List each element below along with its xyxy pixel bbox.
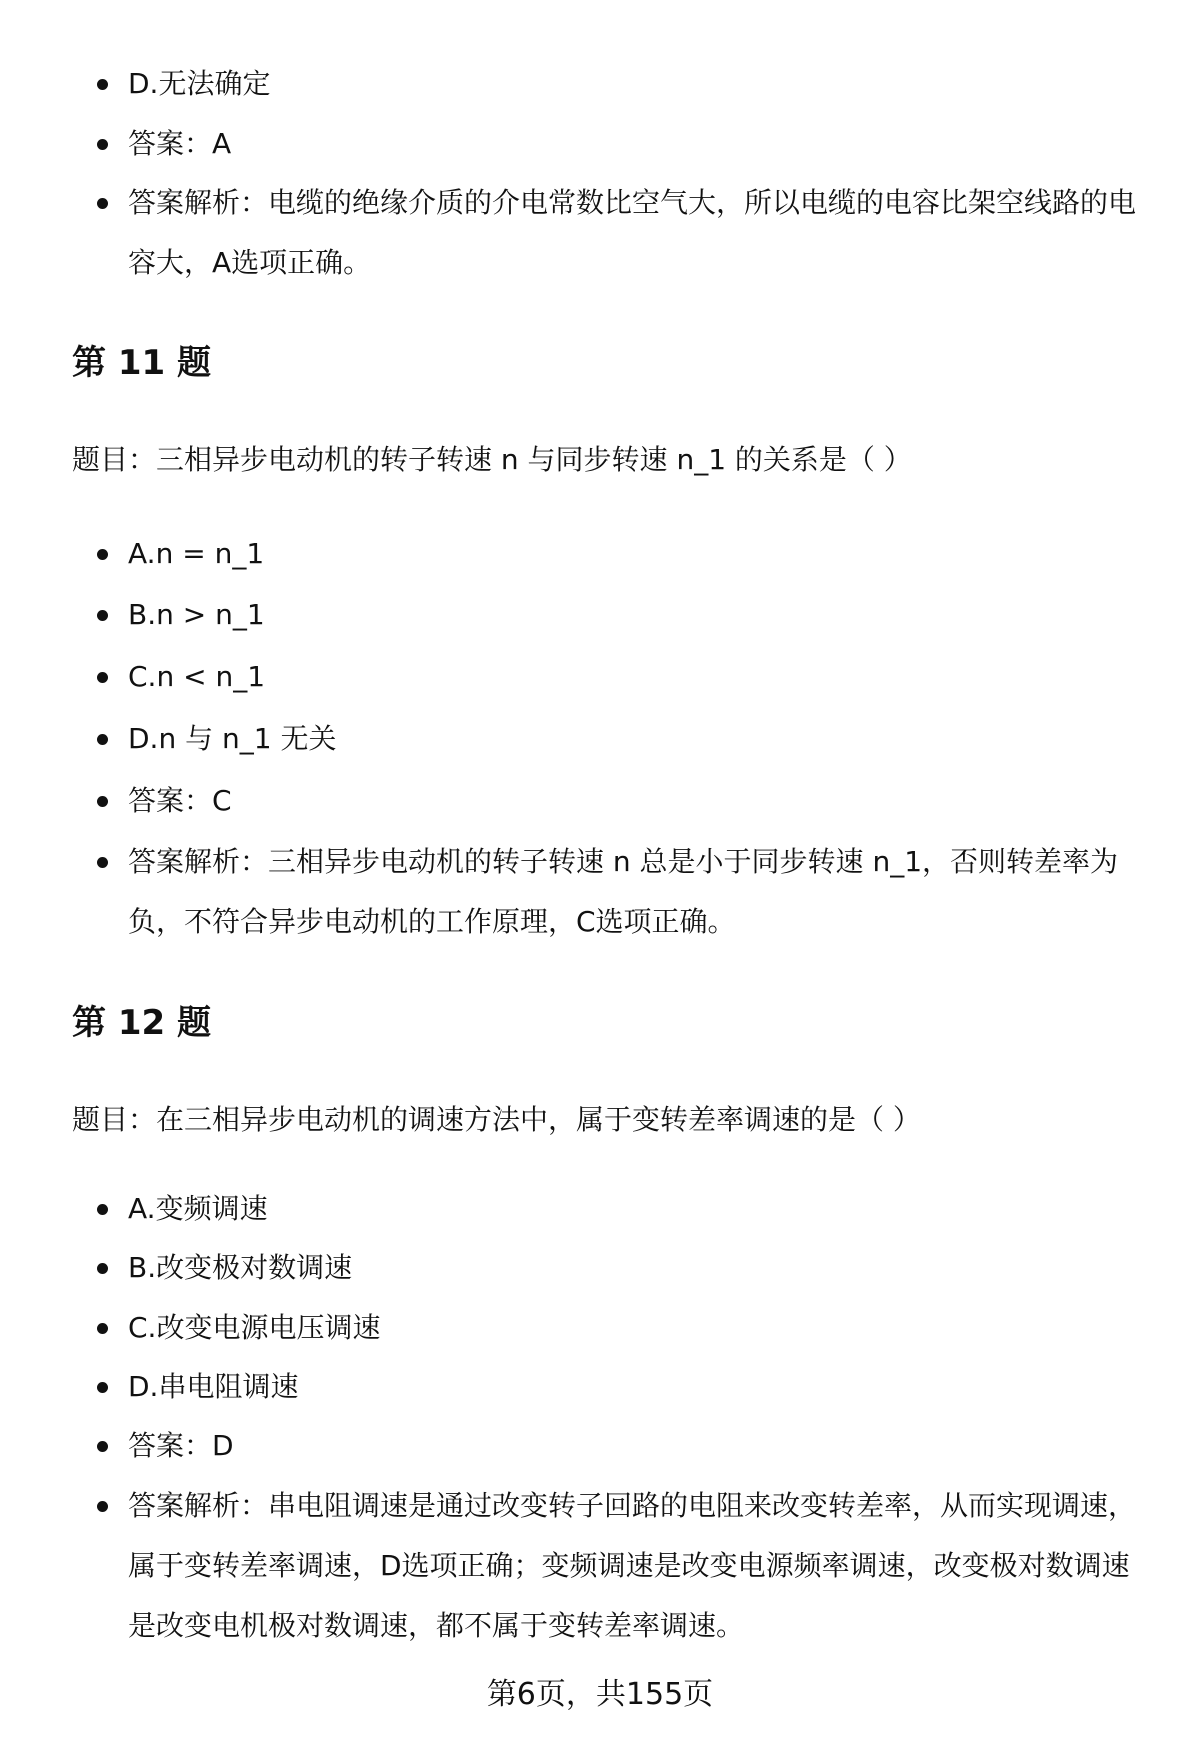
list-item bbox=[128, 1238, 1148, 1298]
list-item bbox=[128, 114, 1148, 174]
bullet-icon bbox=[97, 610, 108, 621]
bullet-icon bbox=[97, 139, 108, 150]
list-item bbox=[128, 771, 1148, 831]
option-d-text: D.无法确定 bbox=[128, 67, 271, 100]
answer-text: 答案：A bbox=[128, 127, 232, 160]
bullet-icon bbox=[97, 1263, 108, 1274]
answer-text: 答案：D bbox=[128, 1429, 234, 1462]
page-number: 第6页，共155页 bbox=[486, 1677, 714, 1712]
option-b-text: B.n > n_1 bbox=[128, 598, 265, 631]
option-b-text: B.改变极对数调速 bbox=[128, 1251, 353, 1284]
question-text: 题目：在三相异步电动机的调速方法中，属于变转差率调速的是（ ） bbox=[72, 1103, 921, 1136]
bullet-icon bbox=[97, 549, 108, 560]
explanation-text: 答案解析：电缆的绝缘介质的介电常数比空气大，所以电缆的电容比架空线路的电容大，A选项正确。 bbox=[128, 186, 1137, 279]
list-item bbox=[128, 524, 1148, 584]
list-item bbox=[128, 1416, 1148, 1476]
explanation-text: 答案解析：三相异步电动机的转子转速 n 总是小于同步转速 n_1，否则转差率为负，不符合异步电动机的工作原理，C选项正确。 bbox=[128, 845, 1119, 938]
list-item bbox=[128, 1298, 1148, 1358]
list-item bbox=[128, 647, 1148, 707]
option-d-text: D.n 与 n_1 无关 bbox=[128, 722, 337, 755]
list-item bbox=[128, 1179, 1148, 1239]
option-a-text: A.n = n_1 bbox=[128, 537, 265, 570]
option-d-text: D.串电阻调速 bbox=[128, 1370, 299, 1403]
bullet-icon bbox=[97, 1204, 108, 1215]
list-item bbox=[128, 1476, 1148, 1656]
bullet-icon bbox=[97, 857, 108, 868]
bullet-icon bbox=[97, 796, 108, 807]
list-item bbox=[128, 173, 1148, 293]
bullet-icon bbox=[97, 1501, 108, 1512]
option-c-text: C.改变电源电压调速 bbox=[128, 1311, 381, 1344]
bullet-icon bbox=[97, 1441, 108, 1452]
question-heading: 第 11 题 bbox=[72, 343, 211, 383]
option-c-text: C.n < n_1 bbox=[128, 660, 266, 693]
list-item bbox=[128, 709, 1148, 769]
bullet-icon bbox=[97, 1382, 108, 1393]
question-heading: 第 12 题 bbox=[72, 1003, 211, 1043]
bullet-icon bbox=[97, 198, 108, 209]
bullet-icon bbox=[97, 1323, 108, 1334]
option-a-text: A.变频调速 bbox=[128, 1192, 268, 1225]
bullet-icon bbox=[97, 672, 108, 683]
answer-text: 答案：C bbox=[128, 784, 232, 817]
question-text: 题目：三相异步电动机的转子转速 n 与同步转速 n_1 的关系是（ ） bbox=[72, 443, 912, 476]
list-item bbox=[128, 54, 1148, 114]
bullet-icon bbox=[97, 734, 108, 745]
bullet-icon bbox=[97, 79, 108, 90]
list-item bbox=[128, 585, 1148, 645]
list-item bbox=[128, 832, 1148, 952]
explanation-text: 答案解析：串电阻调速是通过改变转子回路的电阻来改变转差率，从而实现调速，属于变转差率调速，D选项正确；变频调速是改变电源频率调速，改变极对数调速是改变电机极对数调速，都不属于变转差率调速。 bbox=[128, 1489, 1137, 1642]
list-item bbox=[128, 1357, 1148, 1417]
